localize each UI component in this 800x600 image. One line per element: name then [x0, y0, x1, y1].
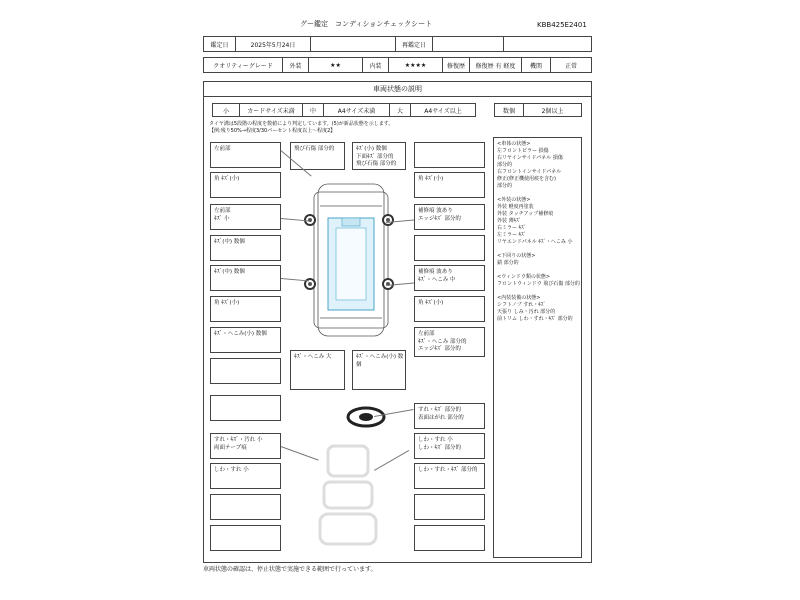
- note-left-2: 角 ｷｽﾞ(小): [210, 172, 281, 198]
- mechanism-value: 正常: [550, 57, 592, 73]
- note-left-5: ｷｽﾞ(中) 数個: [210, 265, 281, 291]
- note-bottom-2: ｷｽﾞ・へこみ(小) 数個: [352, 350, 406, 390]
- reinspection-value: [432, 36, 504, 52]
- legend-count: 数個: [494, 103, 524, 117]
- note-interior-3: しわ・すれ 小 しわ・ｷｽﾞ 部分的: [414, 433, 485, 459]
- note-interior-9: [414, 525, 485, 551]
- note-left-6: 角 ｷｽﾞ(小): [210, 296, 281, 322]
- note-top-3: [414, 142, 485, 168]
- note-right-2: 補修痕 波あり エッジｷｽﾞ 部分的: [414, 204, 485, 230]
- note-left-7: ｷｽﾞ・へこみ(小) 数個: [210, 327, 281, 353]
- mechanism-label: 機関: [521, 57, 551, 73]
- note-interior-6: [210, 494, 281, 520]
- interior-seat-sketch: [298, 438, 398, 550]
- note-interior-1: すれ・ｷｽﾞ 部分的 表面はがれ 部分的: [414, 403, 485, 429]
- tire-note-example: 【例:残り50%→程度3/30パーセント程度以上〜程度2】: [209, 128, 336, 134]
- footer-note: 車両状態の確認は、停止状態で実施できる範囲で行っています。: [203, 566, 377, 573]
- legend-small: 小: [212, 103, 240, 117]
- note-left-9: [210, 395, 281, 421]
- note-interior-5: しわ・すれ・ｷｽﾞ 部分的: [414, 463, 485, 489]
- legend-medium: 中: [302, 103, 324, 117]
- legend-large-desc: A4サイズ以上: [410, 103, 476, 117]
- note-right-6: 左前部 ｷｽﾞ・へこみ 部分的 エッジｷｽﾞ 部分的: [414, 327, 485, 357]
- note-right-5: 角 ｷｽﾞ(小): [414, 296, 485, 322]
- legend-small-desc: カードサイズ未満: [239, 103, 303, 117]
- blank-cell: [310, 36, 396, 52]
- repair-history-label: 修復歴: [442, 57, 470, 73]
- repair-history-value: 修復歴 有 軽度: [469, 57, 522, 73]
- exterior-rating: ★★: [308, 57, 363, 73]
- note-left-8: [210, 358, 281, 384]
- note-interior-8: [210, 525, 281, 551]
- blank-cell: [503, 36, 592, 52]
- note-bottom-1: ｷｽﾞ・へこみ 大: [290, 350, 345, 390]
- note-interior-2: すれ・ｷｽﾞ・汚れ 小 両面テープ痕: [210, 433, 281, 459]
- note-left-3: 左前部 ｷｽﾞ 小: [210, 204, 281, 230]
- note-interior-4: しわ・すれ 小: [210, 463, 281, 489]
- note-right-1: 角 ｷｽﾞ(小): [414, 172, 485, 198]
- vehicle-diagram: [290, 178, 412, 348]
- note-left-1: 左前部: [210, 142, 281, 168]
- condition-summary-text: <車体の状態> 左フロントピラー 損傷 右リヤインサイドパネル 損傷 部分的 右フロントインサイドパネル 修正(修正機使用痕を含む) 部分的 <外装の状態> 外装 軽度再塗装 外装 タッチアップ補修痕 外装 薄ｷｽﾞ 右ミラー ｷｽﾞ 左ミラー ｷｽﾞ リヤエンドパネル ｷｽﾞ・へこみ 小 <下回りの状態> 錆 部分的 <ウィンドウ類の状態> フロントウィンドウ 飛び石傷 部分的 <内装装備の状態> シフトノブ すれ・ｷｽﾞ 天張り しみ・汚れ 部分的 前トリム しわ・すれ・ｷｽﾞ 部分的: [497, 141, 580, 322]
- note-left-4: ｷｽﾞ(中) 数個: [210, 235, 281, 261]
- document-id: KBB425E2401: [537, 21, 587, 29]
- interior-label: 内装: [362, 57, 389, 73]
- legend-medium-desc: A4サイズ未満: [323, 103, 390, 117]
- condition-summary-panel: [493, 137, 582, 558]
- note-right-3: [414, 235, 485, 261]
- exterior-label: 外装: [282, 57, 309, 73]
- interior-rating: ★★★★: [388, 57, 443, 73]
- legend-count-desc: 2個以上: [523, 103, 582, 117]
- note-top-2: ｷｽﾞ(小) 数個 下面ｷｽﾞ 部分的 飛び石傷 部分的: [352, 142, 406, 170]
- reinspection-label: 再鑑定日: [395, 36, 433, 52]
- inspection-date-label: 鑑定日: [203, 36, 236, 52]
- note-top-1: 飛び石傷 部分的: [290, 142, 345, 170]
- inspection-date-value: 2025年5月24日: [235, 36, 311, 52]
- note-right-4: 補修痕 波あり ｷｽﾞ・へこみ 中: [414, 265, 485, 291]
- sheet-title: グー鑑定 コンディションチェックシート: [300, 20, 433, 28]
- legend-large: 大: [389, 103, 411, 117]
- tire-note: タイヤ溝は5段階の程度を数値により判定しています。(5)が新品状態を示します。: [209, 121, 394, 127]
- section-title: 車両状態の説明: [203, 81, 592, 97]
- steering-wheel-icon: [345, 404, 387, 430]
- cabin-glass: [328, 218, 374, 310]
- note-interior-7: [414, 494, 485, 520]
- quality-grade-label: クオリティーグレード: [203, 57, 283, 73]
